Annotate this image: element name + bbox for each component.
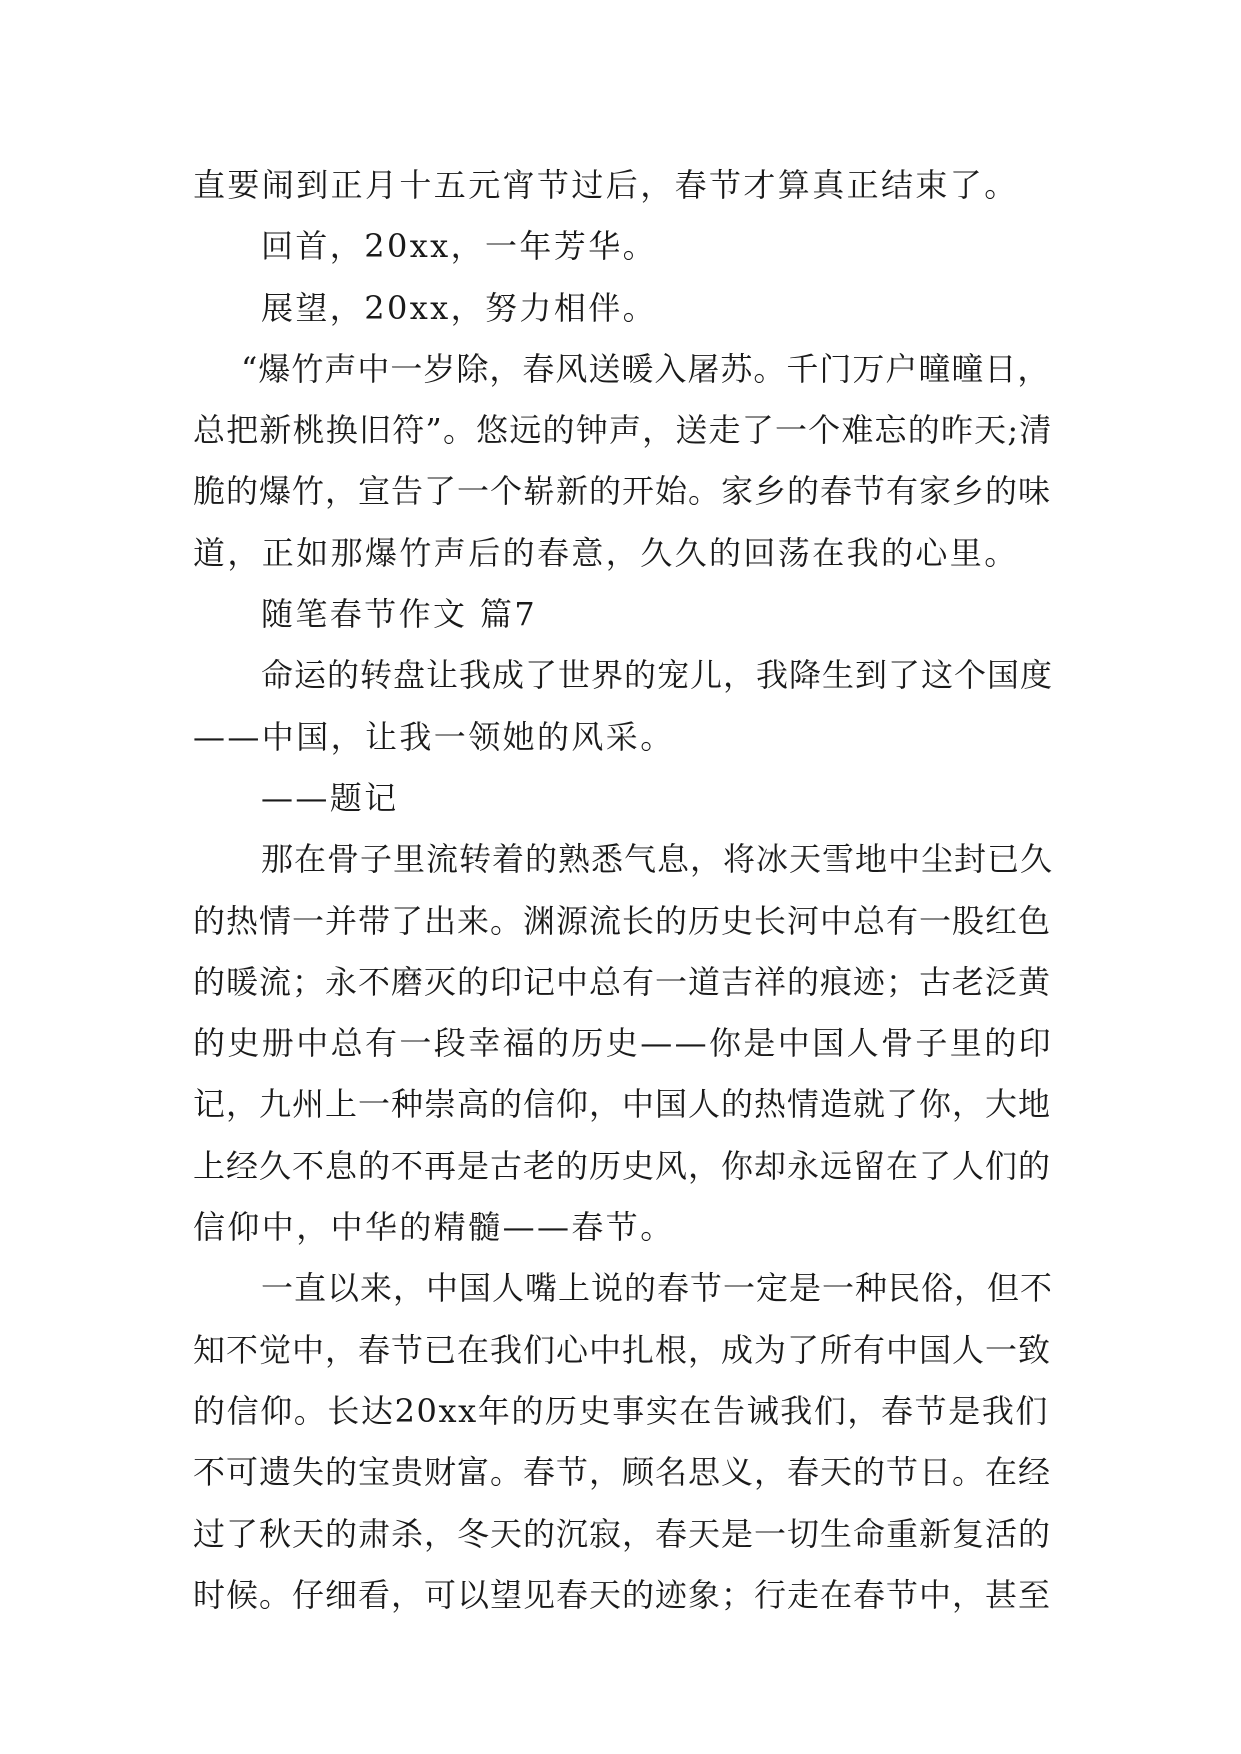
section-heading: 随笔春节作文 篇7 — [261, 595, 538, 634]
text-line: 的信仰。长达20xx年的历史事实在告诫我们，春节是我们 — [193, 1391, 1050, 1430]
text-line: ——题记 — [261, 778, 399, 817]
text-line: 的暖流；永不磨灭的印记中总有一道吉祥的痕迹；古老泛黄 — [193, 962, 1052, 1001]
text-line: 直要闹到正月十五元宵节过后，春节才算真正结束了。 — [193, 166, 1019, 204]
text-line: 上经久不息的不再是古老的历史风，你却永远留在了人们的 — [193, 1146, 1052, 1185]
text-line: 过了秋天的肃杀，冬天的沉寂，春天是一切生命重新复活的 — [193, 1514, 1052, 1553]
text-line: 不可遗失的宝贵财富。春节，顾名思义，春天的节日。在经 — [193, 1453, 1052, 1492]
text-line: ——中国，让我一领她的风采。 — [193, 717, 675, 756]
text-line: 时候。仔细看，可以望见春天的迹象；行走在春节中，甚至 — [193, 1575, 1052, 1614]
text-line: 记，九州上一种崇高的信仰，中国人的热情造就了你，大地 — [193, 1085, 1052, 1124]
text-line: 脆的爆竹，宣告了一个崭新的开始。家乡的春节有家乡的味 — [193, 472, 1052, 511]
text-line: “爆竹声中一岁除，春风送暖入屠苏。千门万户曈曈日， — [241, 349, 1051, 388]
text-line: 展望，20xx，努力相伴。 — [261, 288, 658, 327]
text-line: 道，正如那爆竹声后的春意，久久的回荡在我的心里。 — [193, 533, 1019, 572]
text-line: 命运的转盘让我成了世界的宠儿，我降生到了这个国度 — [261, 656, 1054, 695]
text-line: 知不觉中，春节已在我们心中扎根，成为了所有中国人一致 — [193, 1330, 1052, 1369]
text-line: 总把新桃换旧符”。悠远的钟声，送走了一个难忘的昨天;清 — [193, 411, 1053, 450]
text-line: 一直以来，中国人嘴上说的春节一定是一种民俗，但不 — [261, 1269, 1054, 1308]
text-line: 的热情一并带了出来。渊源流长的历史长河中总有一股红色 — [193, 901, 1052, 940]
text-line: 的史册中总有一段幸福的历史——你是中国人骨子里的印 — [193, 1024, 1054, 1063]
text-line: 回首，20xx，一年芳华。 — [261, 227, 658, 266]
document-body — [193, 155, 1053, 1626]
text-line: 那在骨子里流转着的熟悉气息，将冰天雪地中尘封已久 — [261, 840, 1054, 879]
text-line: 信仰中，中华的精髓——春节。 — [193, 1208, 675, 1247]
